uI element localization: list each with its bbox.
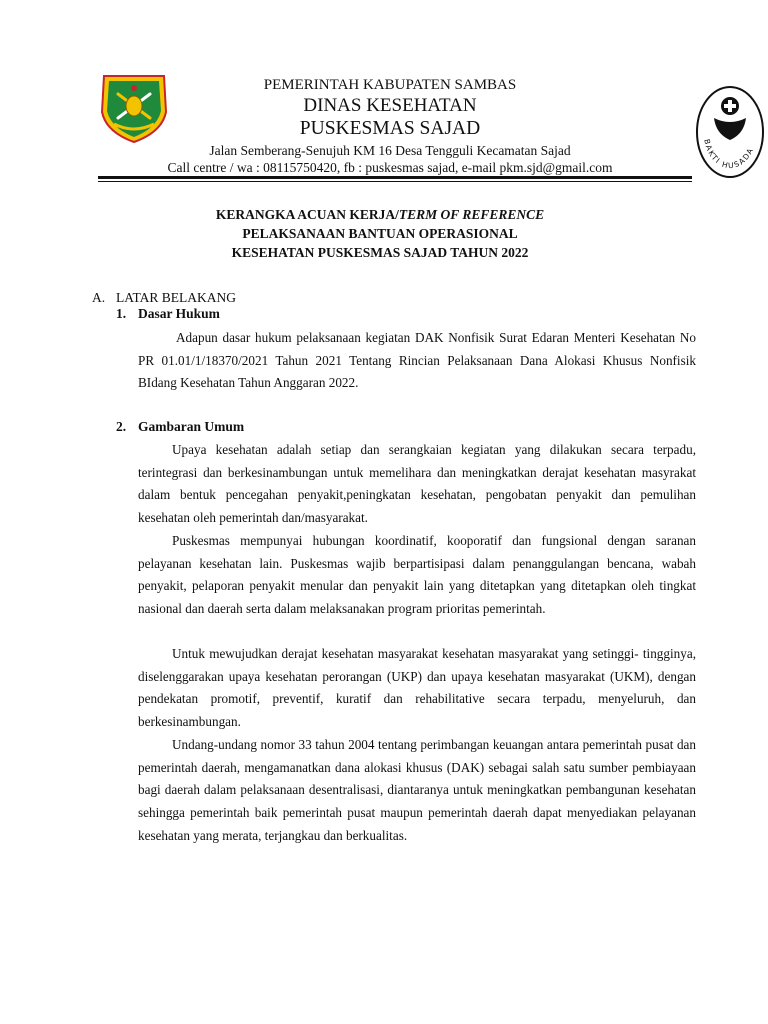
subsection-number: 1. [116,306,127,321]
title-line-2: PELAKSANAAN BANTUAN OPERASIONAL [242,226,518,241]
section-title: LATAR BELAKANG [116,290,237,305]
letterhead-divider-thick [98,176,692,179]
subsection-title: Dasar Hukum [138,306,220,321]
subsection-title: Gambaran Umum [138,419,245,434]
section-letter: A. [92,290,106,305]
subsection-1-heading [116,306,220,322]
paragraph-gambaran-umum-3: Untuk mewujudkan derajat kesehatan masyarakat kesehatan masyarakat yang setinggi- tingginya, diselenggarakan upaya kesehatan perorangan (UKP) dan upaya kesehatan masyarakat (UKM), dengan pendekatan promotif, preventif, kuratif dan rehabilitative secara terpadu, menyeluruh, dan berkesinambungan. [138,646,696,730]
svg-text:BAKTI HUSADA [702,138,755,170]
paragraph-gambaran-umum-2: Puskesmas mempunyai hubungan koordinatif, kooporatif dan fungsional dengan saranan pelayanan kesehatan lain. Puskesmas wajib berpartisipasi dalam penanggulangan bencana, wabah penyakit, pelaporan penyakit menular dan penyakit lain yang ditetapkan yang ditetapkan oleh tingkat nasional dan daerah serta dalam melaksanakan program prioritas pemerintah. [138,533,696,617]
title-line-3: KESEHATAN PUSKESMAS SAJAD TAHUN 2022 [231,245,529,260]
letterhead-divider-thin [98,181,692,182]
government-name: PEMERINTAH KABUPATEN SAMBAS [263,77,517,93]
document-title [100,205,660,262]
contact-line: Call centre / wa : 08115750420, fb : puskesmas sajad, e-mail pkm.sjd@gmail.com [167,160,613,176]
institution-name: PUSKESMAS SAJAD [299,117,481,139]
section-a-heading [92,290,236,306]
title-italic-term: TERM OF REFERENCE [398,207,545,222]
paragraph-dasar-hukum: Adapun dasar hukum pelaksanaan kegiatan DAK Nonfisik Surat Edaran Menteri Kesehatan No PR 01.01/1/18370/2021 Tahun 2021 Tentang Rincian Pelaksanaan Dana Alokasi Khusus Nonfisik BIdang Kesehatan Tahun Anggaran 2022. [138,330,696,391]
bakti-husada-emblem-icon [694,82,766,182]
paragraph-gambaran-umum-4: Undang-undang nomor 33 tahun 2004 tentang perimbangan keuangan antara pemerintah pusat dan pemerintah daerah, mengamanatkan dana alokasi khusus (DAK) sebagai salah satu sumber pembiayaan bagi daerah dalam pelaksanaan desentralisasi, diantaranya untuk meningkatkan pembangunan kesehatan sehingga pemerintah baik pemerintah pusat maupun pemerintah daerah dapat menyediakan pelayanan kesehatan yang merata, terjangkau dan berkualitas. [138,737,696,843]
department-name: DINAS KESEHATAN [303,94,477,116]
address-line: Jalan Semberang-Senujuh KM 16 Desa Tengguli Kecamatan Sajad [209,143,571,159]
subsection-number: 2. [116,419,127,434]
paragraph-gambaran-umum-1: Upaya kesehatan adalah setiap dan serangkaian kegiatan yang dilakukan secara terpadu, terintegrasi dan berkesinambungan untuk memelihara dan meningkatkan derajat kesehatan masyrakat dalam bentuk pencegahan penyakit,peningkatan kesehatan, pengobatan penyakit dan pemulihan kesehatan oleh pemerintah dan/masyarakat. [138,442,696,526]
letterhead [120,78,660,176]
bakti-husada-text: BAKTI HUSADA [702,138,756,171]
subsection-2-heading [116,419,244,435]
title-line-1: KERANGKA ACUAN KERJA/TERM OF REFERENCE [215,207,545,222]
